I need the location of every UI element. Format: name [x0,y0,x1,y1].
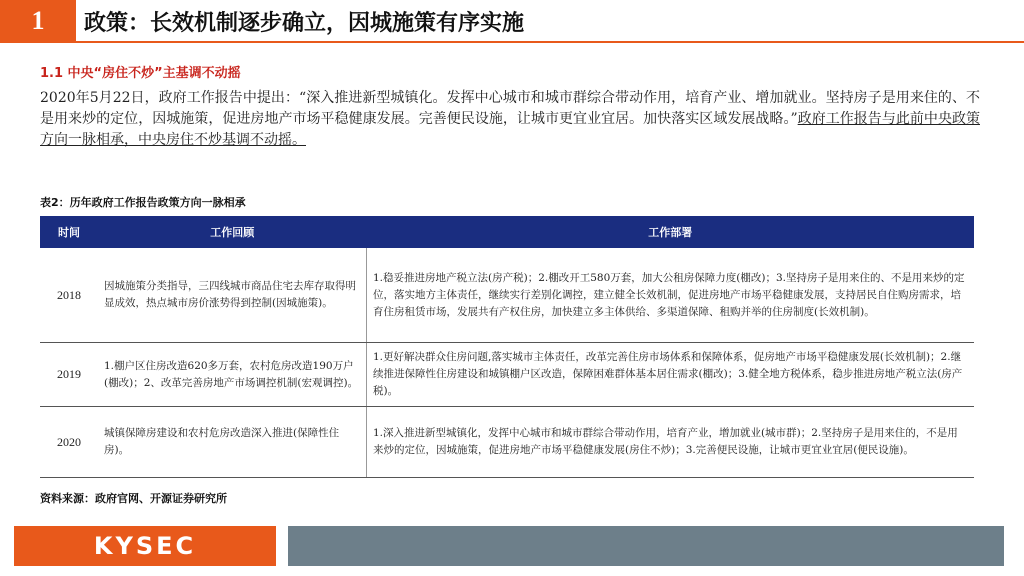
table-row [40,407,974,478]
cell-plan: 1.深入推进新型城镇化，发挥中心城市和城市群综合带动作用，培育产业，增加就业(城市群)；2.坚持房子是用来住的，不是用来炒的定位，因城施策，促进房地产市场平稳健康发展(房住不炒)；3.完善便民设施，让城市更宜业宜居(便民设施)。 [367,407,975,478]
cell-plan: 1.更好解决群众住房问题,落实城市主体责任，改革完善住房市场体系和保障体系，促房地产市场平稳健康发展(长效机制)；2.继续推进保障性住房建设和城镇棚户区改造，保障困难群体基本居住需求(棚改)；3.健全地方税体系，稳步推进房地产税立法(房产税)。 [367,343,975,407]
body-paragraph [40,88,980,151]
cell-plan: 1.稳妥推进房地产税立法(房产税)；2.棚改开工580万套，加大公租房保障力度(棚改)；3.坚持房子是用来住的、不是用来炒的定位，落实地方主体责任，继续实行差别化调控，建立健全长效机制，促进房地产市场平稳健康发展，支持居民自住购房需求，培育住房租赁市场，发展共有产权住房，加快建立多主体供给、多渠道保障、租购并举的住房制度(长效机制)。 [367,248,975,343]
cell-year: 2020 [40,407,98,478]
page-title: 政策：长效机制逐步确立，因城施策有序实施 [84,10,525,36]
footer-bar [288,526,1004,566]
paragraph-underlined-text: 政府工作报告与此前中央政策方向一脉相承，中央房住不炒基调不动摇。 [40,111,980,148]
table-row [40,343,974,407]
kysec-logo [14,526,276,566]
header-divider [0,41,1024,43]
col-header-plan: 工作部署 [367,216,975,248]
source-note: 资料来源：政府官网、开源证券研究所 [40,492,227,505]
policy-table [40,216,974,478]
col-header-review: 工作回顾 [98,216,367,248]
cell-review: 1.棚户区住房改造620多万套，农村危房改造190万户(棚改)；2、改革完善房地产市场调控机制(宏观调控)。 [98,343,367,407]
table-row [40,248,974,343]
section-number: 1 [0,0,76,42]
cell-review: 因城施策分类指导，三四线城市商品住宅去库存取得明显成效，热点城市房价涨势得到控制(因城施策)。 [98,248,367,343]
section-subtitle: 1.1 中央“房住不炒”主基调不动摇 [40,66,241,81]
logo-text: KYSEC [93,532,197,560]
col-header-year: 时间 [40,216,98,248]
paragraph-text: 2020年5月22日，政府工作报告中提出：“深入推进新型城镇化。发挥中心城市和城市群综合带动作用，培育产业、增加就业。坚持房子是用来住的、不是用来炒的定位，因城施策，促进房地产市场平稳健康发展。完善便民设施，让城市更宜业宜居。加快落实区域发展战略。” [40,90,980,127]
table-caption: 表2：历年政府工作报告政策方向一脉相承 [40,196,246,209]
cell-year: 2019 [40,343,98,407]
table-header-row [40,216,974,248]
cell-year: 2018 [40,248,98,343]
cell-review: 城镇保障房建设和农村危房改造深入推进(保障性住房)。 [98,407,367,478]
